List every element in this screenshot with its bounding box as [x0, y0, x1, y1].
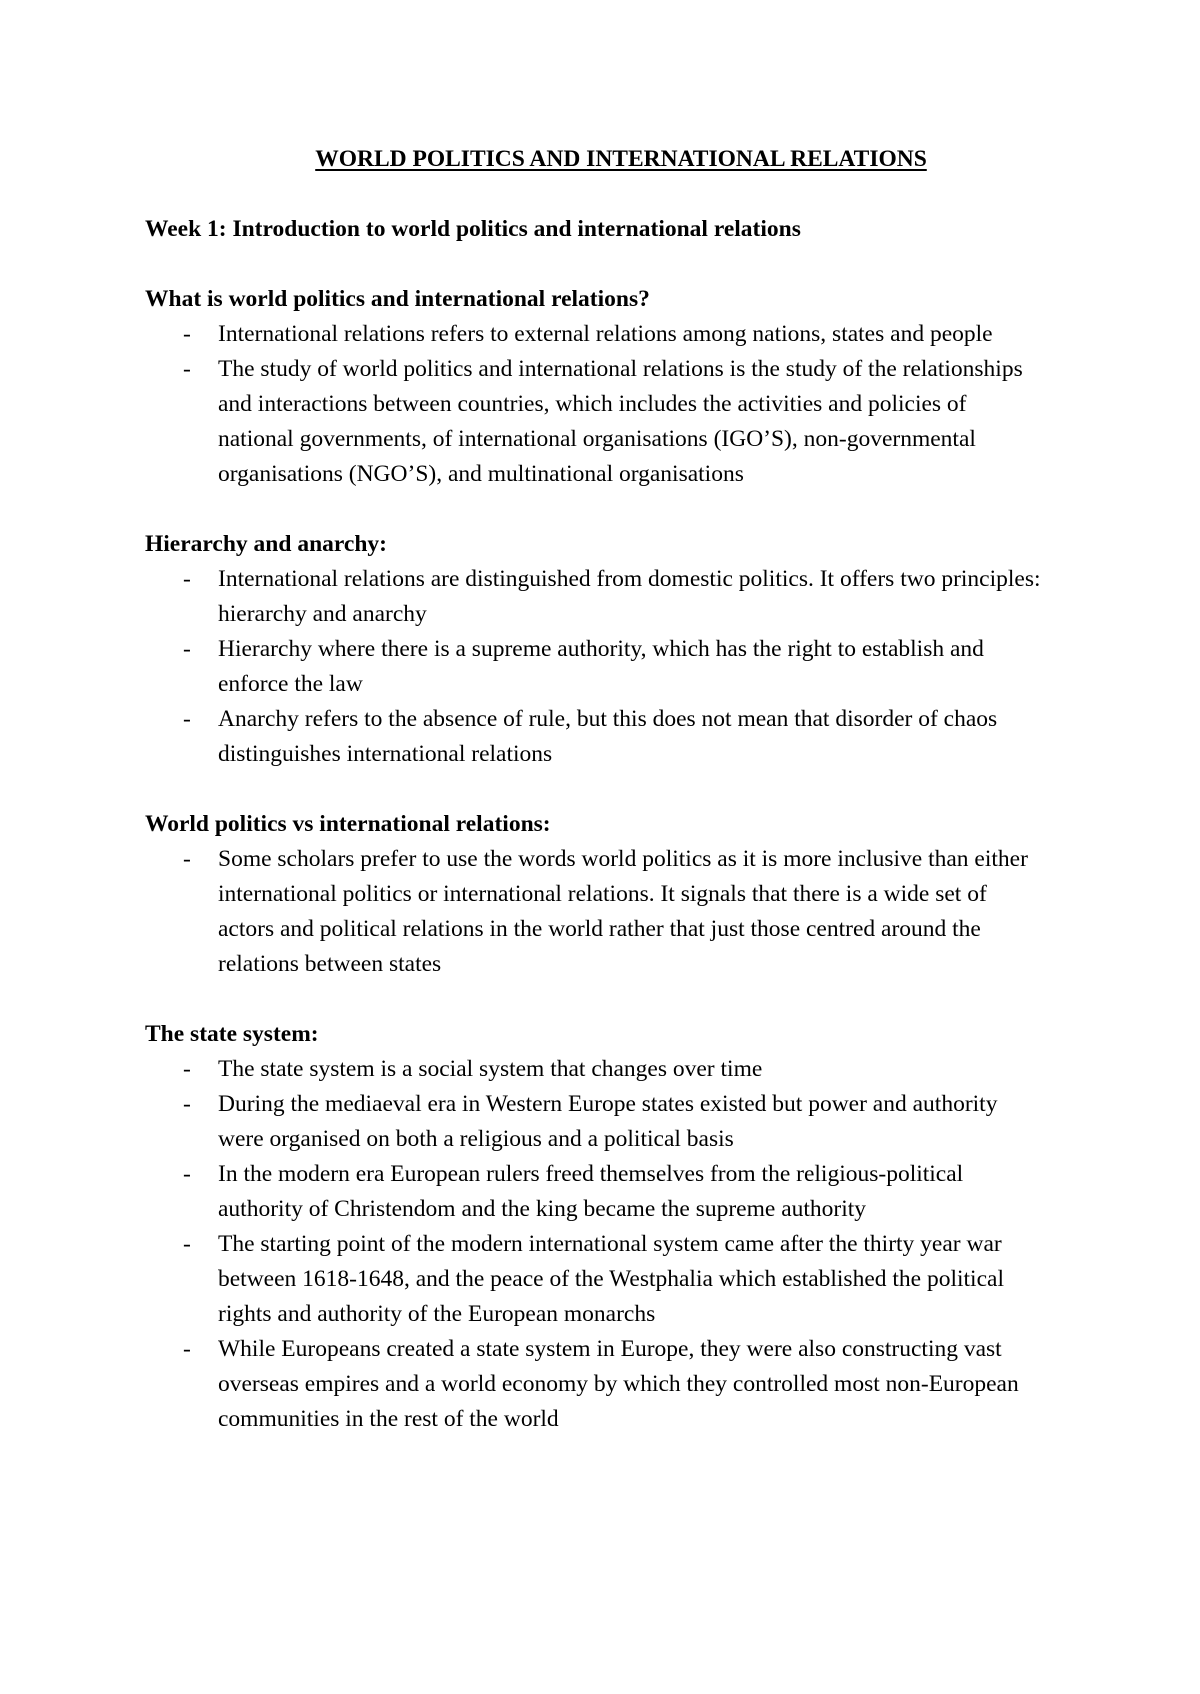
bullet-item [145, 702, 1048, 772]
bullet-dash-icon: - [183, 1231, 191, 1257]
bullet-dash-icon: - [183, 321, 191, 347]
bullet-text: The state system is a social system that changes over time [218, 1056, 763, 1082]
bullet-text: International relations are distinguished from domestic politics. It offers two principles: hierarchy and anarchy [218, 566, 1041, 627]
section [145, 527, 1095, 772]
bullet-dash-icon: - [183, 636, 191, 662]
bullet-item [145, 352, 1048, 492]
bullet-item [145, 1332, 1048, 1437]
bullet-item [145, 1052, 1048, 1087]
week-heading: Week 1: Introduction to world politics and international relations [145, 216, 801, 242]
bullet-item [145, 1227, 1048, 1332]
bullet-dash-icon: - [183, 1161, 191, 1187]
sections-container [145, 282, 1095, 1437]
bullet-list [145, 842, 1095, 982]
bullet-text: Anarchy refers to the absence of rule, but this does not mean that disorder of chaos distinguishes international relations [218, 706, 998, 767]
bullet-dash-icon: - [183, 1336, 191, 1362]
bullet-text: The study of world politics and international relations is the study of the relationships and interactions between countries, which includes the activities and policies of national governments, of international organisations (IGO’S), non-governmental organisations (NGO’S), and multinational organisations [218, 356, 1023, 487]
bullet-item [145, 842, 1048, 982]
bullet-dash-icon: - [183, 356, 191, 382]
section-heading: What is world politics and international relations? [145, 286, 650, 312]
bullet-text: In the modern era European rulers freed themselves from the religious-political authority of Christendom and the king became the supreme authority [218, 1161, 964, 1222]
bullet-text: While Europeans created a state system in Europe, they were also constructing vast overseas empires and a world economy by which they controlled most non-European communities in the rest of the world [218, 1336, 1019, 1432]
bullet-item [145, 317, 1048, 352]
section-heading: The state system: [145, 1021, 319, 1047]
bullet-item [145, 562, 1048, 632]
document-page [145, 142, 1095, 1472]
bullet-dash-icon: - [183, 1056, 191, 1082]
bullet-dash-icon: - [183, 846, 191, 872]
bullet-text: During the mediaeval era in Western Europe states existed but power and authority were organised on both a religious and a political basis [218, 1091, 998, 1152]
bullet-item [145, 1087, 1048, 1157]
bullet-item [145, 1157, 1048, 1227]
bullet-list [145, 1052, 1095, 1437]
document-title: WORLD POLITICS AND INTERNATIONAL RELATIONS [315, 146, 927, 172]
section-heading: World politics vs international relations: [145, 811, 551, 837]
bullet-text: The starting point of the modern international system came after the thirty year war between 1618-1648, and the peace of the Westphalia which established the political rights and authority of the European monarchs [218, 1231, 1004, 1327]
bullet-item [145, 632, 1048, 702]
bullet-text: Some scholars prefer to use the words world politics as it is more inclusive than either international politics or international relations. It signals that there is a wide set of actors and political relations in the world rather that just those centred around the relations between states [218, 846, 1028, 977]
section [145, 1017, 1095, 1437]
bullet-list [145, 562, 1095, 772]
bullet-list [145, 317, 1095, 492]
bullet-dash-icon: - [183, 706, 191, 732]
bullet-dash-icon: - [183, 1091, 191, 1117]
bullet-text: Hierarchy where there is a supreme authority, which has the right to establish and enforce the law [218, 636, 984, 697]
section [145, 807, 1095, 982]
section [145, 282, 1095, 492]
bullet-text: International relations refers to external relations among nations, states and people [218, 321, 993, 347]
section-heading: Hierarchy and anarchy: [145, 531, 387, 557]
bullet-dash-icon: - [183, 566, 191, 592]
